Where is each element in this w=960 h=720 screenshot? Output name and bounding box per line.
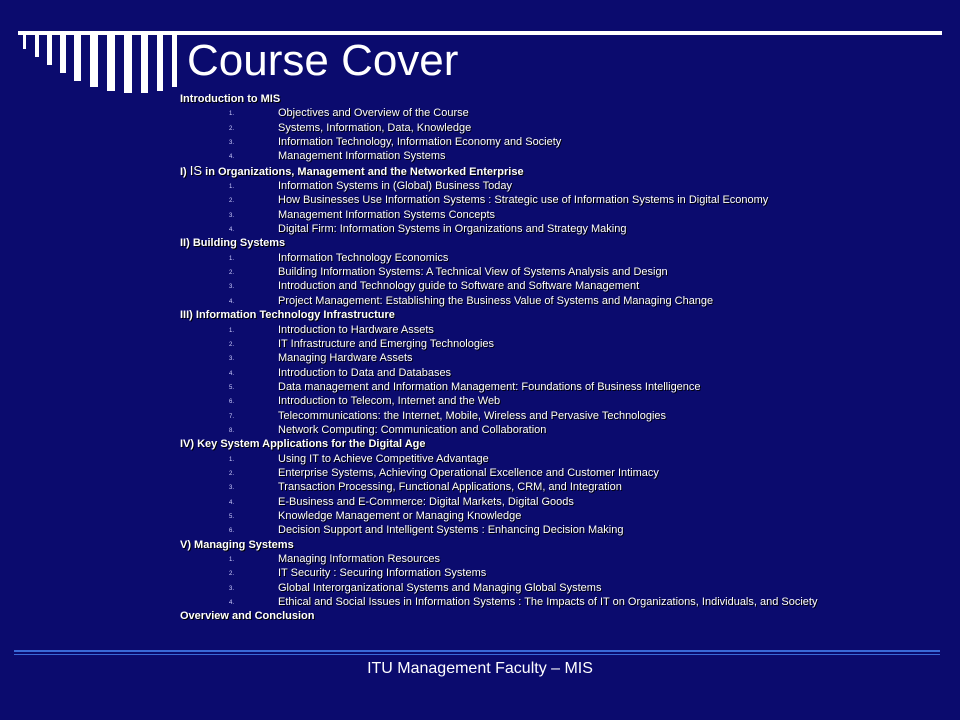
item-text: How Businesses Use Information Systems : Strategic use of Information Systems in Digital Economy bbox=[278, 194, 769, 207]
list-item bbox=[180, 452, 940, 466]
item-number: 4. bbox=[229, 154, 235, 161]
list-item bbox=[180, 480, 940, 494]
item-text: Telecommunications: the Internet, Mobile, Wireless and Pervasive Technologies bbox=[278, 409, 667, 422]
list-item bbox=[180, 135, 940, 149]
item-text: Introduction and Technology guide to Software and Software Management bbox=[278, 280, 640, 293]
section-prefix: I) bbox=[180, 165, 190, 178]
list-item bbox=[180, 509, 940, 523]
decorative-bar bbox=[90, 35, 98, 87]
item-text: E-Business and E-Commerce: Digital Markets, Digital Goods bbox=[278, 495, 574, 508]
list-item bbox=[180, 566, 940, 580]
section-is-word: IS bbox=[189, 162, 203, 178]
item-number: 4. bbox=[229, 298, 235, 305]
item-text: Introduction to Hardware Assets bbox=[278, 323, 434, 336]
section-heading: III) Information Technology Infrastructure bbox=[180, 309, 395, 322]
decorative-bar bbox=[74, 35, 81, 81]
list-item bbox=[180, 523, 940, 537]
footer-rule bbox=[14, 650, 940, 652]
item-text: Digital Firm: Information Systems in Organizations and Strategy Making bbox=[278, 223, 627, 236]
item-text: Managing Hardware Assets bbox=[278, 352, 413, 365]
list-item bbox=[180, 409, 940, 423]
item-number: 5. bbox=[229, 384, 235, 391]
item-number: 1. bbox=[229, 456, 235, 463]
list-item bbox=[180, 351, 940, 365]
list-item bbox=[180, 121, 940, 135]
list-item bbox=[180, 265, 940, 279]
section-heading: IV) Key System Applications for the Digital Age bbox=[180, 438, 426, 451]
item-text: Managing Information Resources bbox=[278, 553, 441, 565]
list-item bbox=[180, 366, 940, 380]
item-text: Introduction to Telecom, Internet and the Web bbox=[278, 395, 501, 408]
item-text: IT Security : Securing Information Systems bbox=[278, 567, 487, 580]
item-number: 3. bbox=[229, 212, 235, 219]
item-text: Information Technology, Information Economy and Society bbox=[278, 136, 562, 149]
item-text: Project Management: Establishing the Business Value of Systems and Managing Change bbox=[278, 294, 714, 307]
list-item bbox=[180, 222, 940, 236]
item-text: Systems, Information, Data, Knowledge bbox=[278, 121, 472, 134]
list-item bbox=[180, 323, 940, 337]
item-number: 3. bbox=[229, 356, 235, 363]
item-number: 2. bbox=[229, 341, 235, 348]
section-heading bbox=[180, 164, 940, 179]
item-number: 2. bbox=[229, 125, 235, 132]
item-number: 2. bbox=[229, 571, 235, 578]
item-number: 3. bbox=[229, 485, 235, 492]
section-heading: Overview and Conclusion bbox=[180, 610, 315, 623]
list-item bbox=[180, 495, 940, 509]
item-number: 4. bbox=[229, 499, 235, 506]
list-item bbox=[180, 380, 940, 394]
list-item bbox=[180, 251, 940, 265]
list-item bbox=[180, 552, 940, 566]
item-number: 3. bbox=[229, 585, 235, 592]
item-number: 6. bbox=[229, 399, 235, 406]
item-text: Knowledge Management or Managing Knowledge bbox=[278, 509, 522, 522]
course-outline bbox=[180, 92, 940, 624]
list-item bbox=[180, 179, 940, 193]
decorative-bar bbox=[107, 35, 115, 91]
item-number: 1. bbox=[229, 111, 235, 118]
decorative-bar bbox=[172, 35, 177, 87]
item-text: Information Technology Economics bbox=[278, 251, 449, 264]
list-item bbox=[180, 279, 940, 293]
list-item bbox=[180, 595, 940, 609]
item-text: Enterprise Systems, Achieving Operational Excellence and Customer Intimacy bbox=[278, 466, 659, 479]
item-text: Using IT to Achieve Competitive Advantage bbox=[278, 452, 489, 465]
item-text: Decision Support and Intelligent Systems : Enhancing Decision Making bbox=[278, 524, 624, 537]
decorative-bar bbox=[157, 35, 163, 91]
decorative-bar bbox=[141, 35, 148, 93]
section-heading: V) Managing Systems bbox=[180, 538, 294, 551]
item-number: 1. bbox=[229, 557, 235, 563]
item-text: Information Systems in (Global) Business Today bbox=[278, 180, 512, 193]
item-number: 2. bbox=[229, 270, 235, 277]
item-number: 6. bbox=[229, 528, 235, 535]
decorative-bar bbox=[35, 35, 39, 57]
item-text: Ethical and Social Issues in Information Systems : The Impacts of IT on Organizations, Individuals, and Society bbox=[278, 596, 818, 609]
item-text: Data management and Information Management: Foundations of Business Intelligence bbox=[278, 380, 701, 393]
decorative-bar bbox=[47, 35, 52, 65]
slide-footer: ITU Management Faculty – MIS bbox=[367, 660, 593, 677]
item-number: 2. bbox=[229, 198, 235, 205]
footer-rule-thin bbox=[14, 654, 940, 655]
item-number: 8. bbox=[229, 427, 235, 434]
list-item bbox=[180, 294, 940, 308]
section-heading: Introduction to MIS bbox=[180, 93, 281, 105]
decorative-bar bbox=[60, 35, 66, 73]
item-number: 5. bbox=[229, 513, 235, 520]
item-number: 7. bbox=[229, 413, 235, 420]
item-number: 4. bbox=[229, 370, 235, 377]
item-text: Objectives and Overview of the Course bbox=[278, 107, 469, 120]
list-item bbox=[180, 149, 940, 163]
list-item bbox=[180, 337, 940, 351]
item-text: Transaction Processing, Functional Applications, CRM, and Integration bbox=[278, 481, 622, 494]
decorative-bar bbox=[124, 35, 132, 93]
decorative-bars bbox=[23, 35, 203, 95]
item-number: 3. bbox=[229, 284, 235, 291]
item-text: Network Computing: Communication and Collaboration bbox=[278, 423, 547, 436]
item-number: 1. bbox=[229, 184, 235, 191]
list-item bbox=[180, 581, 940, 595]
item-text: Management Information Systems Concepts bbox=[278, 208, 496, 221]
item-text: Global Interorganizational Systems and Managing Global Systems bbox=[278, 581, 602, 594]
section-rest: in Organizations, Management and the Networked Enterprise bbox=[202, 165, 524, 178]
list-item bbox=[180, 106, 940, 120]
item-number: 1. bbox=[229, 255, 235, 262]
slide-title: Course Cover bbox=[187, 36, 459, 85]
item-number: 4. bbox=[229, 600, 235, 607]
list-item bbox=[180, 394, 940, 408]
list-item bbox=[180, 193, 940, 207]
section-heading: II) Building Systems bbox=[180, 237, 286, 250]
item-text: Building Information Systems: A Technical View of Systems Analysis and Design bbox=[278, 266, 668, 279]
item-text: IT Infrastructure and Emerging Technologies bbox=[278, 337, 495, 350]
list-item bbox=[180, 423, 940, 437]
list-item bbox=[180, 208, 940, 222]
list-item bbox=[180, 466, 940, 480]
item-number: 1. bbox=[229, 327, 235, 334]
decorative-bar bbox=[23, 35, 26, 49]
item-number: 2. bbox=[229, 470, 235, 477]
item-text: Management Information Systems bbox=[278, 150, 446, 163]
item-number: 4. bbox=[229, 227, 235, 234]
item-number: 3. bbox=[229, 140, 235, 147]
item-text: Introduction to Data and Databases bbox=[278, 366, 452, 379]
